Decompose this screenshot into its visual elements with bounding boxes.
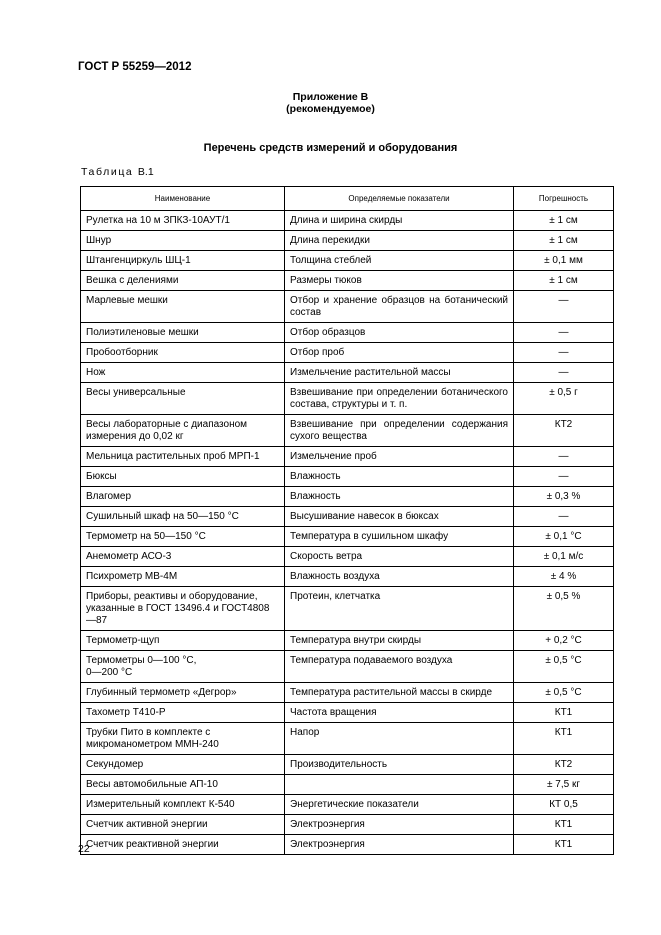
appendix-title: Приложение В [292, 91, 369, 103]
cell-name: Счетчик реактивной энергии [81, 835, 285, 855]
cell-name: Бюксы [81, 467, 285, 487]
table-caption-label: Таблица [81, 166, 134, 178]
cell-indicators: Толщина стеблей [285, 251, 514, 271]
cell-error: — [514, 467, 614, 487]
table-row [81, 415, 614, 447]
table-row [81, 251, 614, 271]
cell-name: Нож [81, 363, 285, 383]
cell-indicators: Измельчение проб [285, 447, 514, 467]
cell-error: + 0,2 °С [514, 631, 614, 651]
cell-name: Полиэтиленовые мешки [81, 323, 285, 343]
cell-indicators: Отбор проб [285, 343, 514, 363]
cell-name: Трубки Пито в комплекте с микроманометром ММН-240 [81, 723, 285, 755]
table-row [81, 651, 614, 683]
cell-error: ± 1 см [514, 231, 614, 251]
table-row [81, 271, 614, 291]
table-row [81, 447, 614, 467]
cell-error: ± 4 % [514, 567, 614, 587]
cell-indicators: Напор [285, 723, 514, 755]
cell-indicators: Температура внутри скирды [285, 631, 514, 651]
cell-indicators: Электроэнергия [285, 815, 514, 835]
table-row [81, 703, 614, 723]
cell-error: КТ 0,5 [514, 795, 614, 815]
table-row [81, 343, 614, 363]
page-number: 22 [78, 843, 90, 855]
table-row [81, 835, 614, 855]
cell-indicators: Взвешивание при определении содержания сухого вещества [285, 415, 514, 447]
cell-indicators: Частота вращения [285, 703, 514, 723]
cell-indicators: Взвешивание при определении ботанического состава, структуры и т. п. [285, 383, 514, 415]
cell-name: Весы лабораторные с диапазоном измерения до 0,02 кг [81, 415, 285, 447]
cell-error: — [514, 447, 614, 467]
cell-name: Весы автомобильные АП-10 [81, 775, 285, 795]
table-row [81, 527, 614, 547]
cell-name: Счетчик активной энергии [81, 815, 285, 835]
cell-indicators: Измельчение растительной массы [285, 363, 514, 383]
equipment-table [80, 186, 614, 855]
cell-error: ± 7,5 кг [514, 775, 614, 795]
cell-error: ± 1 см [514, 271, 614, 291]
cell-name: Термометр на 50—150 °С [81, 527, 285, 547]
cell-error: ± 0,5 °С [514, 651, 614, 683]
cell-indicators [285, 775, 514, 795]
table-row [81, 683, 614, 703]
cell-name: Штангенциркуль ШЦ-1 [81, 251, 285, 271]
cell-error: ± 0,1 °С [514, 527, 614, 547]
cell-name: Приборы, реактивы и оборудование, указанные в ГОСТ 13496.4 и ГОСТ4808—87 [81, 587, 285, 631]
table-row [81, 631, 614, 651]
table-row [81, 795, 614, 815]
cell-error: КТ1 [514, 835, 614, 855]
cell-indicators: Электроэнергия [285, 835, 514, 855]
column-header-indicators: Определяемые показатели [285, 187, 514, 211]
cell-error: ± 0,5 °С [514, 683, 614, 703]
table-row [81, 211, 614, 231]
cell-name: Глубинный термометр «Дегрор» [81, 683, 285, 703]
cell-indicators: Высушивание навесок в бюксах [285, 507, 514, 527]
document-code: ГОСТ Р 55259—2012 [78, 61, 192, 73]
column-header-error: Погрешность [514, 187, 614, 211]
appendix-subtitle: (рекомендуемое) [286, 103, 375, 115]
cell-error: — [514, 363, 614, 383]
cell-error: ± 0,5 % [514, 587, 614, 631]
table-row [81, 547, 614, 567]
table-row [81, 383, 614, 415]
table-row [81, 723, 614, 755]
cell-indicators: Влажность [285, 467, 514, 487]
cell-error: КТ1 [514, 723, 614, 755]
cell-indicators: Энергетические показатели [285, 795, 514, 815]
cell-error: ± 0,1 м/с [514, 547, 614, 567]
cell-name: Секундомер [81, 755, 285, 775]
cell-error: — [514, 507, 614, 527]
cell-error: ± 0,5 г [514, 383, 614, 415]
table-row [81, 323, 614, 343]
table-caption [81, 166, 154, 178]
cell-indicators: Отбор образцов [285, 323, 514, 343]
cell-error: — [514, 291, 614, 323]
cell-name: Измерительный комплект К-540 [81, 795, 285, 815]
table-row [81, 567, 614, 587]
table-header-row [81, 187, 614, 211]
cell-name: Сушильный шкаф на 50—150 °С [81, 507, 285, 527]
cell-error: ± 0,1 мм [514, 251, 614, 271]
table-row [81, 291, 614, 323]
cell-name: Марлевые мешки [81, 291, 285, 323]
cell-indicators: Длина и ширина скирды [285, 211, 514, 231]
table-row [81, 363, 614, 383]
column-header-name: Наименование [81, 187, 285, 211]
cell-name: Анемометр АСО-3 [81, 547, 285, 567]
cell-indicators: Производительность [285, 755, 514, 775]
table-row [81, 487, 614, 507]
cell-error: КТ1 [514, 703, 614, 723]
section-title: Перечень средств измерений и оборудования [203, 142, 458, 154]
table-row [81, 231, 614, 251]
cell-name: Мельница растительных проб МРП-1 [81, 447, 285, 467]
cell-indicators: Протеин, клетчатка [285, 587, 514, 631]
cell-indicators: Длина перекидки [285, 231, 514, 251]
cell-indicators: Размеры тюков [285, 271, 514, 291]
table-body [81, 211, 614, 855]
cell-name: Весы универсальные [81, 383, 285, 415]
cell-name: Психрометр МВ-4М [81, 567, 285, 587]
cell-indicators: Отбор и хранение образцов на ботанический состав [285, 291, 514, 323]
cell-error: КТ2 [514, 755, 614, 775]
cell-error: — [514, 343, 614, 363]
cell-name: Рулетка на 10 м ЗПКЗ-10АУТ/1 [81, 211, 285, 231]
cell-indicators: Температура подаваемого воздуха [285, 651, 514, 683]
table-row [81, 775, 614, 795]
cell-name: Тахометр Т410-Р [81, 703, 285, 723]
table-row [81, 815, 614, 835]
cell-indicators: Скорость ветра [285, 547, 514, 567]
cell-error: ± 1 см [514, 211, 614, 231]
cell-name: Влагомер [81, 487, 285, 507]
table-caption-number: В.1 [137, 166, 154, 178]
cell-indicators: Температура растительной массы в скирде [285, 683, 514, 703]
cell-error: ± 0,3 % [514, 487, 614, 507]
cell-error: — [514, 323, 614, 343]
cell-error: КТ1 [514, 815, 614, 835]
table-row [81, 587, 614, 631]
cell-name: Пробоотборник [81, 343, 285, 363]
cell-indicators: Влажность [285, 487, 514, 507]
cell-name: Термометры 0—100 °С, 0—200 °С [81, 651, 285, 683]
cell-error: КТ2 [514, 415, 614, 447]
cell-name: Вешка с делениями [81, 271, 285, 291]
cell-indicators: Температура в сушильном шкафу [285, 527, 514, 547]
table-row [81, 467, 614, 487]
table-row [81, 507, 614, 527]
cell-name: Термометр-щуп [81, 631, 285, 651]
cell-indicators: Влажность воздуха [285, 567, 514, 587]
cell-name: Шнур [81, 231, 285, 251]
table-row [81, 755, 614, 775]
